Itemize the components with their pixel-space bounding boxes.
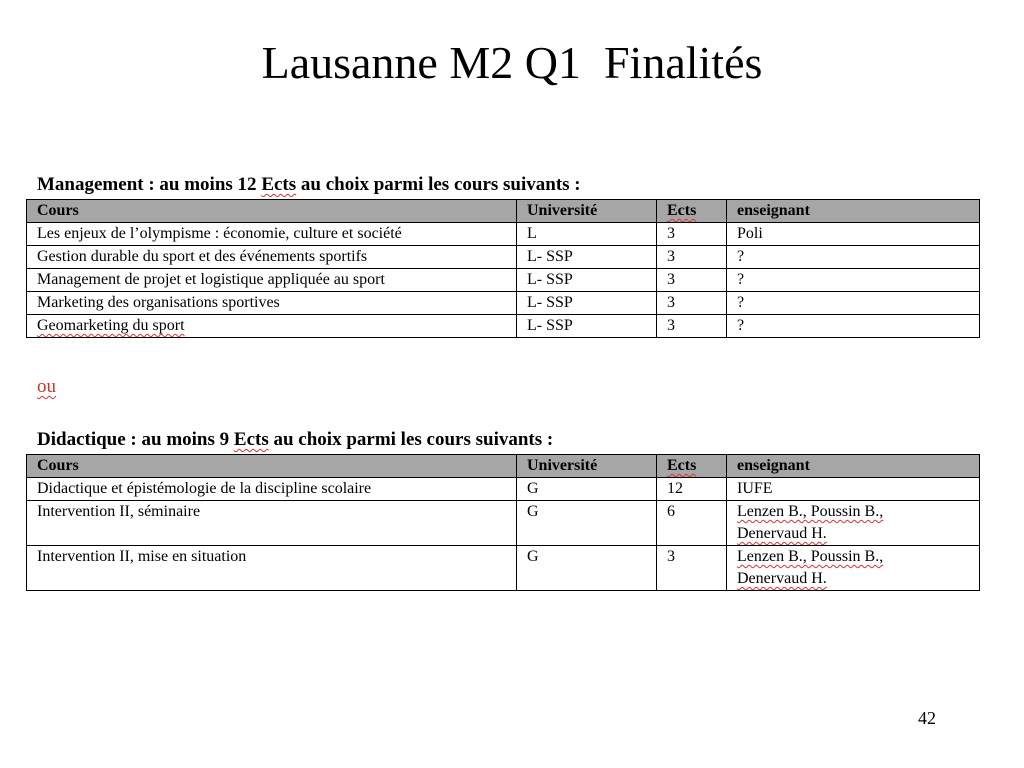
column-header-universite: Université bbox=[517, 200, 657, 223]
column-header-ects bbox=[657, 455, 727, 478]
table-header-row bbox=[27, 200, 980, 223]
management-heading bbox=[37, 175, 581, 194]
separator-ou bbox=[37, 376, 56, 398]
cell-ects: 3 bbox=[657, 269, 727, 292]
cell-enseignant: ? bbox=[727, 269, 980, 292]
cell-enseignant: ? bbox=[727, 315, 980, 338]
cell-cours: Management de projet et logistique appliquée au sport bbox=[27, 269, 517, 292]
cell-universite: L- SSP bbox=[517, 269, 657, 292]
management-table bbox=[26, 199, 980, 338]
didactique-heading-before: Didactique : au moins 9 bbox=[37, 429, 234, 450]
column-header-universite: Université bbox=[517, 455, 657, 478]
cell-enseignant bbox=[727, 478, 980, 501]
cell-cours: Les enjeux de l’olympisme : économie, culture et société bbox=[27, 223, 517, 246]
cell-universite: L- SSP bbox=[517, 246, 657, 269]
table-row bbox=[27, 292, 980, 315]
cell-universite: L- SSP bbox=[517, 292, 657, 315]
didactique-heading-after: au choix parmi les cours suivants : bbox=[268, 429, 554, 450]
slide-title: Lausanne M2 Q1 Finalités bbox=[261, 37, 763, 88]
cell-enseignant: ? bbox=[727, 292, 980, 315]
cell-ects: 3 bbox=[657, 546, 727, 591]
enseignant-line-1: IUFE bbox=[737, 480, 773, 497]
cell-ects: 12 bbox=[657, 478, 727, 501]
cell-cours-text: Geomarketing du sport bbox=[37, 317, 185, 334]
column-header-ects-label: Ects bbox=[667, 202, 697, 219]
cell-enseignant: Poli bbox=[727, 223, 980, 246]
management-heading-ects: Ects bbox=[261, 174, 297, 195]
cell-ects: 3 bbox=[657, 246, 727, 269]
cell-universite: G bbox=[517, 478, 657, 501]
cell-ects: 3 bbox=[657, 223, 727, 246]
column-header-enseignant: enseignant bbox=[727, 200, 980, 223]
column-header-ects-label: Ects bbox=[667, 457, 697, 474]
didactique-heading-ects: Ects bbox=[233, 429, 269, 450]
table-header-row bbox=[27, 455, 980, 478]
cell-enseignant bbox=[727, 501, 980, 546]
cell-cours: Marketing des organisations sportives bbox=[27, 292, 517, 315]
enseignant-line-2: Denervaud H. bbox=[737, 525, 827, 542]
cell-cours: Intervention II, séminaire bbox=[27, 501, 517, 546]
cell-ects: 3 bbox=[657, 315, 727, 338]
cell-universite: G bbox=[517, 501, 657, 546]
cell-ects: 6 bbox=[657, 501, 727, 546]
cell-universite: G bbox=[517, 546, 657, 591]
enseignant-line-1: Lenzen B., Poussin B., bbox=[737, 548, 884, 565]
column-header-cours: Cours bbox=[27, 200, 517, 223]
separator-ou-text: ou bbox=[37, 376, 56, 397]
didactique-table bbox=[26, 454, 980, 591]
column-header-ects bbox=[657, 200, 727, 223]
cell-cours bbox=[27, 315, 517, 338]
cell-enseignant: ? bbox=[727, 246, 980, 269]
table-row bbox=[27, 223, 980, 246]
cell-universite: L- SSP bbox=[517, 315, 657, 338]
cell-enseignant bbox=[727, 546, 980, 591]
table-row bbox=[27, 246, 980, 269]
enseignant-line-2: Denervaud H. bbox=[737, 570, 827, 587]
cell-cours: Gestion durable du sport et des événements sportifs bbox=[27, 246, 517, 269]
cell-universite: L bbox=[517, 223, 657, 246]
column-header-cours: Cours bbox=[27, 455, 517, 478]
table-row bbox=[27, 269, 980, 292]
table-row bbox=[27, 478, 980, 501]
page-number: 42 bbox=[918, 708, 936, 728]
cell-cours: Didactique et épistémologie de la discipline scolaire bbox=[27, 478, 517, 501]
table-row bbox=[27, 501, 980, 546]
didactique-heading bbox=[37, 430, 553, 449]
table-row bbox=[27, 315, 980, 338]
enseignant-line-1: Lenzen B., Poussin B., bbox=[737, 503, 884, 520]
management-heading-before: Management : au moins 12 bbox=[37, 174, 262, 195]
column-header-enseignant: enseignant bbox=[727, 455, 980, 478]
table-row bbox=[27, 546, 980, 591]
management-heading-after: au choix parmi les cours suivants : bbox=[296, 174, 581, 195]
cell-cours: Intervention II, mise en situation bbox=[27, 546, 517, 591]
cell-ects: 3 bbox=[657, 292, 727, 315]
